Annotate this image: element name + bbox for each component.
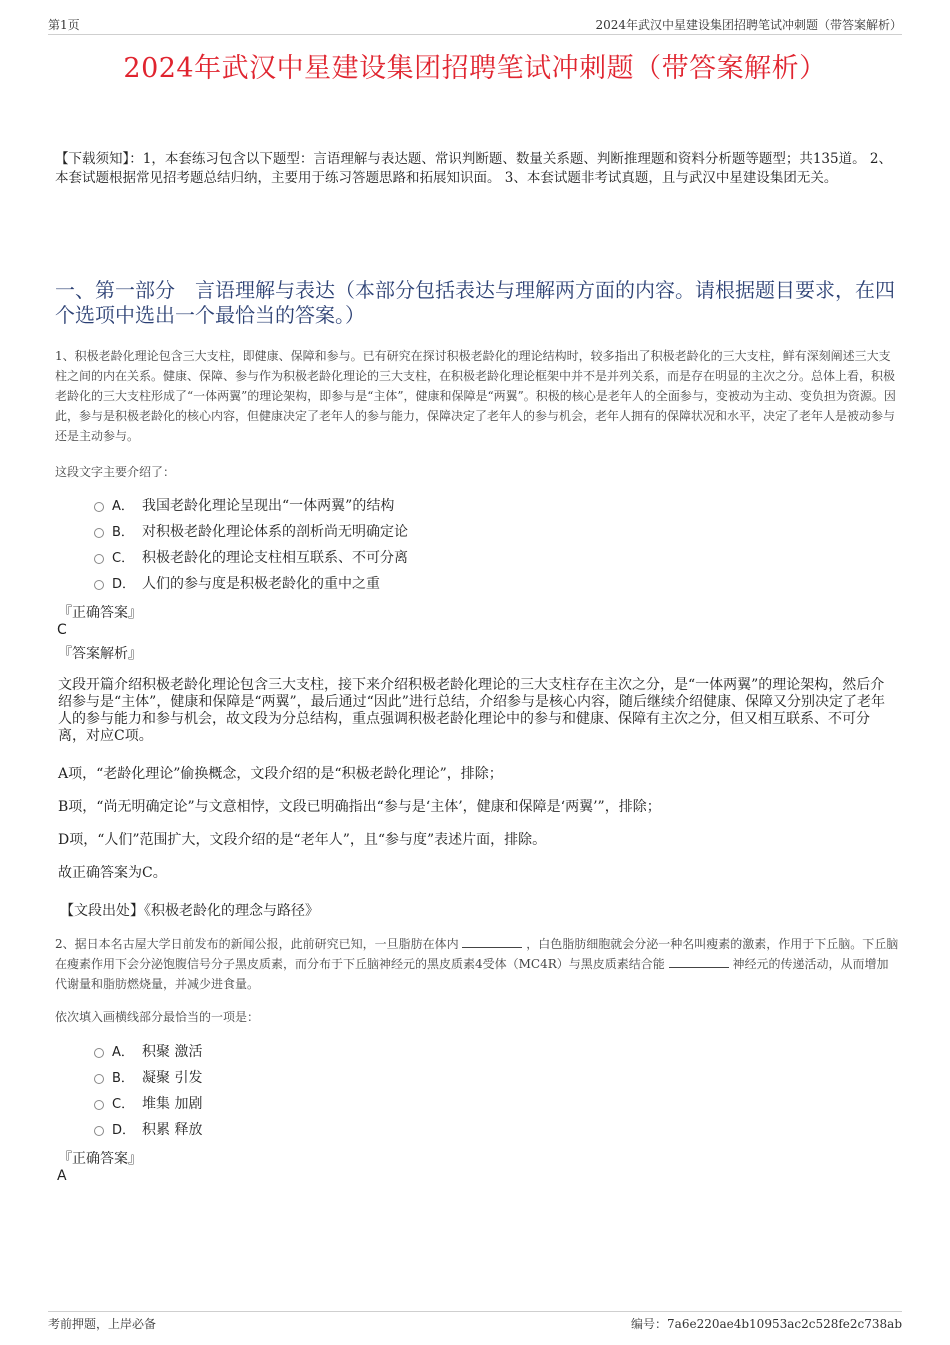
header-doc-title: 2024年武汉中星建设集团招聘笔试冲刺题（带答案解析）: [595, 18, 902, 32]
radio-icon[interactable]: [94, 1074, 104, 1084]
footer-serial: 编号：7a6e220ae4b10953ac2c528fe2c738ab: [631, 1317, 902, 1331]
analysis-paragraph: A项，“老龄化理论”偷换概念，文段介绍的是“积极老龄化理论”，排除；: [58, 766, 503, 782]
radio-icon[interactable]: [94, 1126, 104, 1136]
analysis-label: 『答案解析』: [58, 646, 142, 662]
page-header: [48, 16, 902, 35]
fill-blank: [462, 935, 522, 948]
question-1-options: [94, 493, 694, 597]
answer-value: C: [57, 622, 67, 638]
question-2-options: [94, 1039, 694, 1143]
answer-label: 『正确答案』: [58, 1151, 142, 1167]
radio-icon[interactable]: [94, 1100, 104, 1110]
radio-icon[interactable]: [94, 554, 104, 564]
question-2-text: 2、据日本名古屋大学日前发布的新闻公报，此前研究已知，一旦脂肪在体内 ，白色脂肪细胞就会分泌一种名叫瘦素的激素，作用于下丘脑。下丘脑在瘦素作用下会分泌饱腹信号分子黑皮质素，而分布于下丘脑神经元的黑皮质素4受体（MC4R）与黑皮质素结合能 神经元的传递活动，从而增加代谢量和脂肪燃烧量，并减少进食量。: [55, 937, 899, 991]
download-notice: 【下载须知】：1，本套练习包含以下题型：言语理解与表达题、常识判断题、数量关系题、判断推理题和资料分析题等题型；共135道。 2、本套试题根据常见招考题总结归纳，主要用于练习答题思路和拓展知识面。 3、本套试题非考试真题，且与武汉中星建设集团无关。: [55, 151, 892, 186]
answer-label: 『正确答案』: [58, 605, 142, 621]
document-title: 2024年武汉中星建设集团招聘笔试冲刺题（带答案解析）: [123, 53, 827, 84]
analysis-paragraph: 故正确答案为C。: [58, 865, 167, 881]
option-d[interactable]: D． 人们的参与度是积极老龄化的重中之重: [94, 571, 694, 597]
page-footer: [48, 1311, 902, 1331]
option-b[interactable]: B． 对积极老龄化理论体系的剖析尚无明确定论: [94, 519, 694, 545]
option-c[interactable]: C． 积极老龄化的理论支柱相互联系、不可分离: [94, 545, 694, 571]
question-2-prompt: 依次填入画横线部分最恰当的一项是：: [55, 1010, 260, 1024]
page-number: 第1页: [48, 18, 80, 32]
option-d[interactable]: D． 积累 释放: [94, 1117, 694, 1143]
option-c[interactable]: C． 堆集 加剧: [94, 1091, 694, 1117]
section-title: 一、第一部分 言语理解与表达（本部分包括表达与理解两方面的内容。请根据题目要求，在四个选项中选出一个最恰当的答案。）: [55, 278, 895, 327]
radio-icon[interactable]: [94, 502, 104, 512]
question-1-prompt: 这段文字主要介绍了：: [55, 465, 176, 479]
radio-icon[interactable]: [94, 1048, 104, 1058]
answer-value: A: [57, 1168, 67, 1184]
analysis-paragraph: B项，“尚无明确定论”与文意相悖，文段已明确指出“参与是‘主体’，健康和保障是‘两翼’”，排除；: [58, 799, 661, 815]
analysis-paragraph: 文段开篇介绍积极老龄化理论包含三大支柱，接下来介绍积极老龄化理论的三大支柱存在主次之分，是“一体两翼”的理论架构，然后介绍参与是“主体”，健康和保障是“两翼”，最后通过“因此”进行总结，介绍参与是核心内容，随后继续介绍健康、保障又分别决定了老年人的参与能力和参与机会，故文段为分总结构，重点强调积极老龄化理论中的参与和健康、保障有主次之分，但又相互联系、不可分离，对应C项。: [58, 677, 885, 744]
option-b[interactable]: B． 凝聚 引发: [94, 1065, 694, 1091]
radio-icon[interactable]: [94, 580, 104, 590]
question-1-text: 1、积极老龄化理论包含三大支柱，即健康、保障和参与。已有研究在探讨积极老龄化的理论结构时，较多指出了积极老龄化的三大支柱，鲜有深刻阐述三大支柱之间的内在关系。健康、保障、参与作为积极老龄化理论的三大支柱，在积极老龄化理论框架中并不是并列关系，而是存在明显的主次之分。总体上看，积极老龄化的三大支柱形成了“一体两翼”的理论架构，即参与是“主体”，健康和保障是“两翼”。积极的核心是老年人的全面参与，变被动为主动、变负担为资源。因此，参与是积极老龄化的核心内容，但健康决定了老年人的参与能力，保障决定了老年人的参与机会，老年人拥有的保障状况和水平，决定了老年人是被动参与还是主动参与。: [55, 349, 896, 443]
fill-blank: [669, 955, 729, 968]
analysis-paragraph: D项，“人们”范围扩大，文段介绍的是“老年人”，且“参与度”表述片面，排除。: [58, 832, 547, 848]
radio-icon[interactable]: [94, 528, 104, 538]
passage-source: 【文段出处】《积极老龄化的理念与路径》: [60, 903, 319, 919]
footer-slogan: 考前押题，上岸必备: [48, 1317, 157, 1331]
option-a[interactable]: A． 我国老龄化理论呈现出“一体两翼”的结构: [94, 493, 694, 519]
option-a[interactable]: A． 积聚 激活: [94, 1039, 694, 1065]
